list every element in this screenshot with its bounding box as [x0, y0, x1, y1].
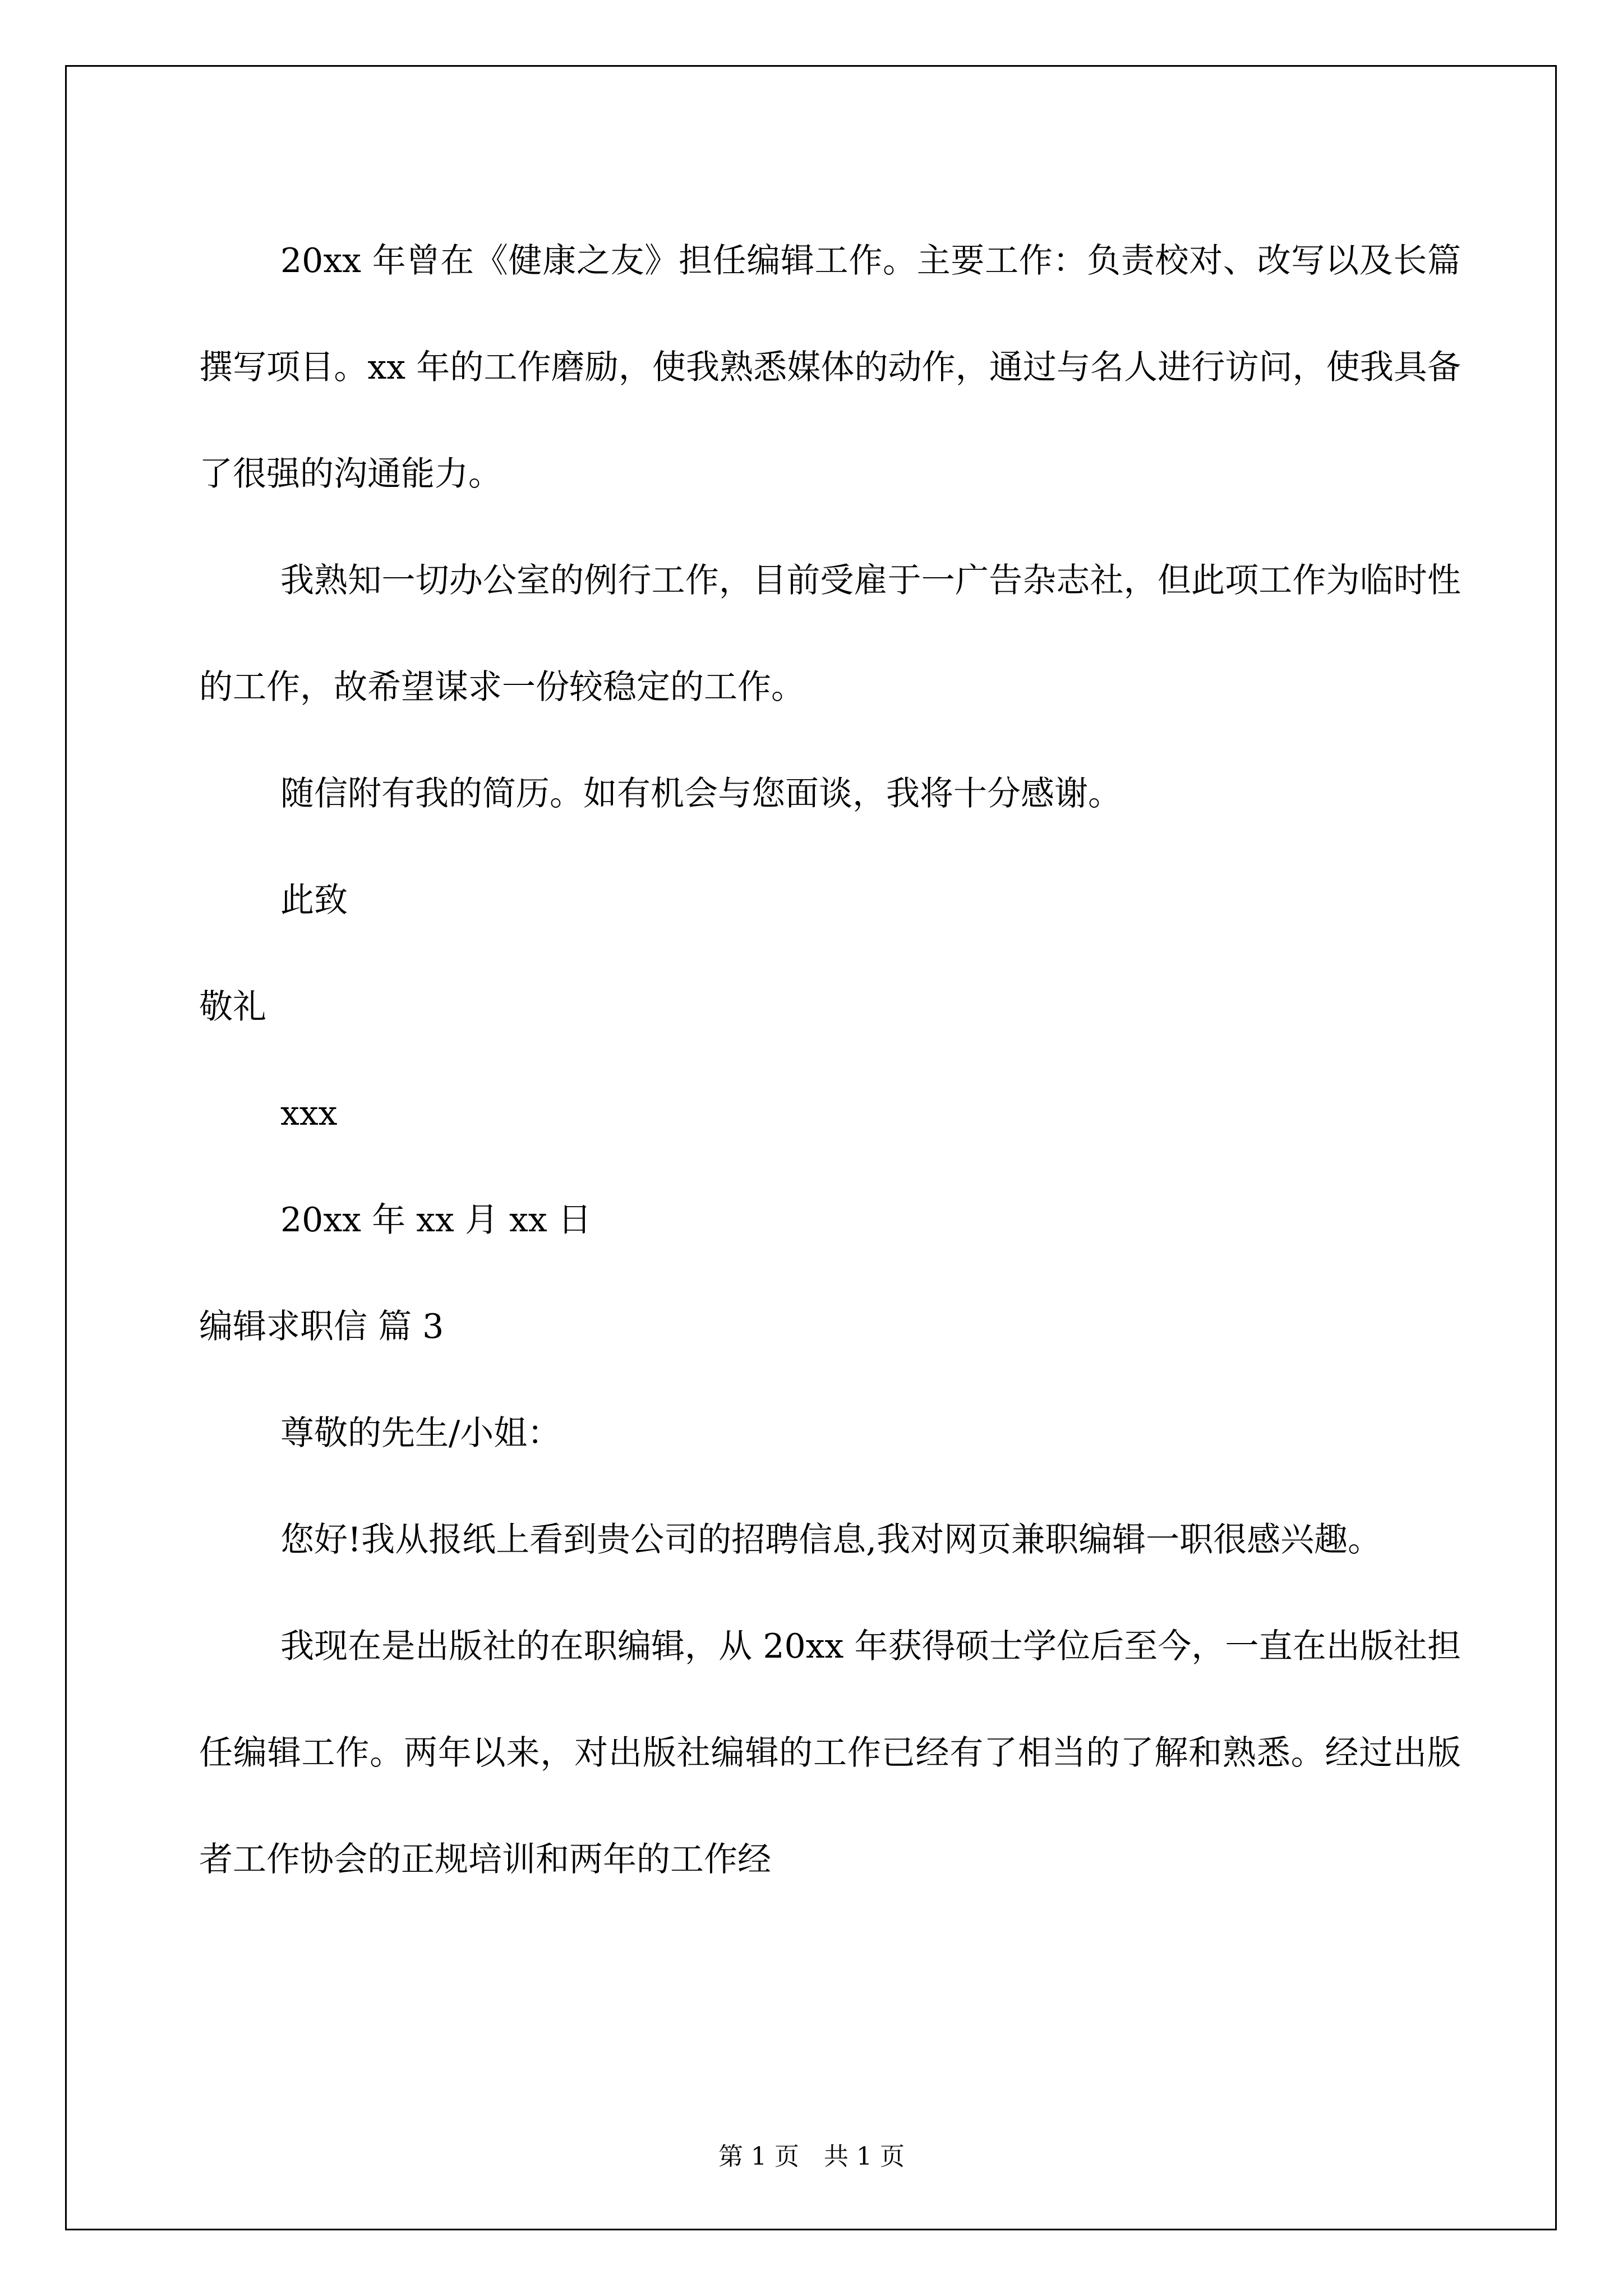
section-heading: 编辑求职信 篇 3 — [199, 1307, 444, 1346]
paragraph-background: 我现在是出版社的在职编辑，从 20xx 年获得硕士学位后至今，一直在出版社担任编辑工作。两年以来，对出版社编辑的工作已经有了相当的了解和熟悉。经过出版者工作协会的正规培训和两年的工作经 — [199, 1627, 1461, 1879]
signature-name: xxx — [280, 1094, 338, 1133]
paragraph-resume-attached: 随信附有我的简历。如有机会与您面谈，我将十分感谢。 — [280, 774, 1122, 813]
closing-regards: 敬礼 — [199, 987, 266, 1027]
paragraph-current-job: 我熟知一切办公室的例行工作，目前受雇于一广告杂志社，但此项工作为临时性的工作，故希望谋求一份较稳定的工作。 — [199, 561, 1461, 707]
page-footer: 第 1 页 共 1 页 — [718, 2142, 905, 2171]
paragraph-experience: 20xx 年曾在《健康之友》担任编辑工作。主要工作：负责校对、改写以及长篇撰写项目。xx 年的工作磨励，使我熟悉媒体的动作，通过与名人进行访问，使我具备了很强的沟通能力。 — [199, 241, 1461, 494]
greeting: 尊敬的先生/小姐： — [280, 1414, 561, 1453]
signature-date: 20xx 年 xx 月 xx 日 — [280, 1200, 592, 1240]
paragraph-interest: 您好!我从报纸上看到贵公司的招聘信息,我对网页兼职编辑一职很感兴趣。 — [280, 1520, 1382, 1559]
closing-salutation: 此致 — [280, 881, 348, 920]
document-body — [199, 208, 1461, 1913]
